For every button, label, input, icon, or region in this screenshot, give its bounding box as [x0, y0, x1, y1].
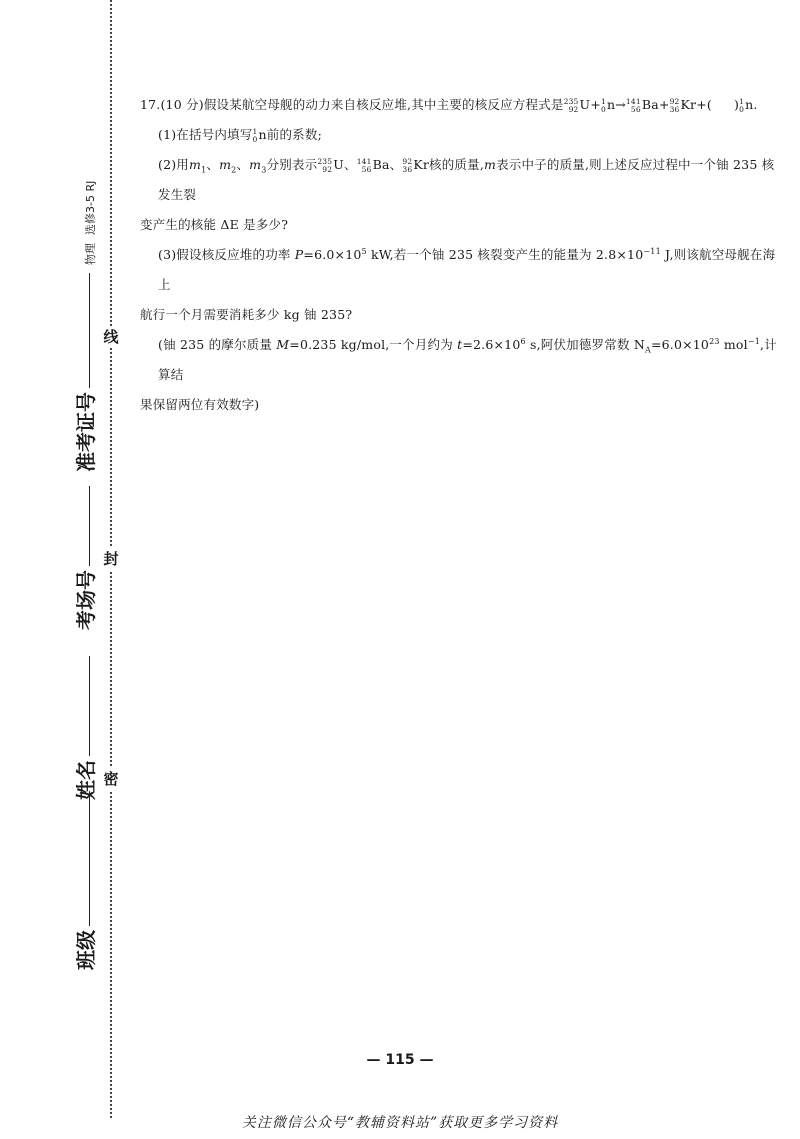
question-part-2-cont: 变产生的核能 ΔE 是多少? — [140, 217, 289, 232]
question-17 — [140, 90, 780, 420]
question-part-3-cont: 航行一个月需要消耗多少 kg 铀 235? — [140, 307, 353, 322]
seal-word-secret: 密 — [103, 770, 119, 788]
ba141-nuclide: 141 56 — [625, 96, 641, 114]
room-blank — [88, 486, 90, 566]
exam-id-blank — [88, 273, 90, 388]
page-number: — 115 — — [366, 1052, 434, 1068]
name-blank — [88, 656, 90, 756]
room-field — [70, 486, 99, 630]
name-field — [70, 656, 99, 800]
footer-watermark: 关注微信公众号“教辅资料站”获取更多学习资料 — [241, 1115, 559, 1131]
name-label: 姓名 — [74, 760, 98, 800]
question-part-3: (3)假设核反应堆的功率 $P=6.0\times 10^5$ kW,若一个铀 235 核裂变产生的能量为 $2.8\times 10^{-11}$ J,则该航空母舰在海上 — [158, 246, 776, 292]
question-stem: 17.(10 分)假设某航空母舰的动力来自核反应堆,其中主要的核反应方程式是 235 92 U+ 1 0 n→ 141 56 Ba+ 92 36 Kr+( ) 1 0 n. — [140, 96, 758, 114]
exam-id-label: 准考证号 — [74, 392, 98, 472]
class-label: 班级 — [74, 930, 98, 970]
subject-label: 物理选修3-5 RJ — [84, 180, 97, 265]
seal-word-seal: 封 — [103, 550, 119, 568]
exam-id-field — [70, 273, 99, 472]
class-field — [70, 791, 99, 970]
question-note: (铀 235 的摩尔质量 M=0.235 kg/mol,一个月约为 $t=2.6\times 10^6$ s,阿伏加德罗常数 $N_A=6.0\times 10^{23}$ mol$^{-1}$,计算结 — [158, 336, 777, 382]
question-part-2: (2)用$m_1$、$m_2$、$m_3$分别表示 235 92 U、 141 56 Ba、 92 36 Kr核的质量,m表示中子的质量,则上述反应过程中一个铀 235 核发生裂 — [158, 156, 775, 202]
seal-word-line: 线 — [103, 328, 119, 346]
u235-nuclide: 235 92 — [563, 96, 579, 114]
kr92-nuclide: 92 36 — [669, 96, 680, 114]
question-note-cont: 果保留两位有效数字) — [140, 397, 260, 412]
class-blank — [88, 791, 90, 926]
question-part-1: (1)在括号内填写 1 0 n前的系数; — [158, 126, 322, 144]
room-label: 考场号 — [74, 570, 98, 630]
